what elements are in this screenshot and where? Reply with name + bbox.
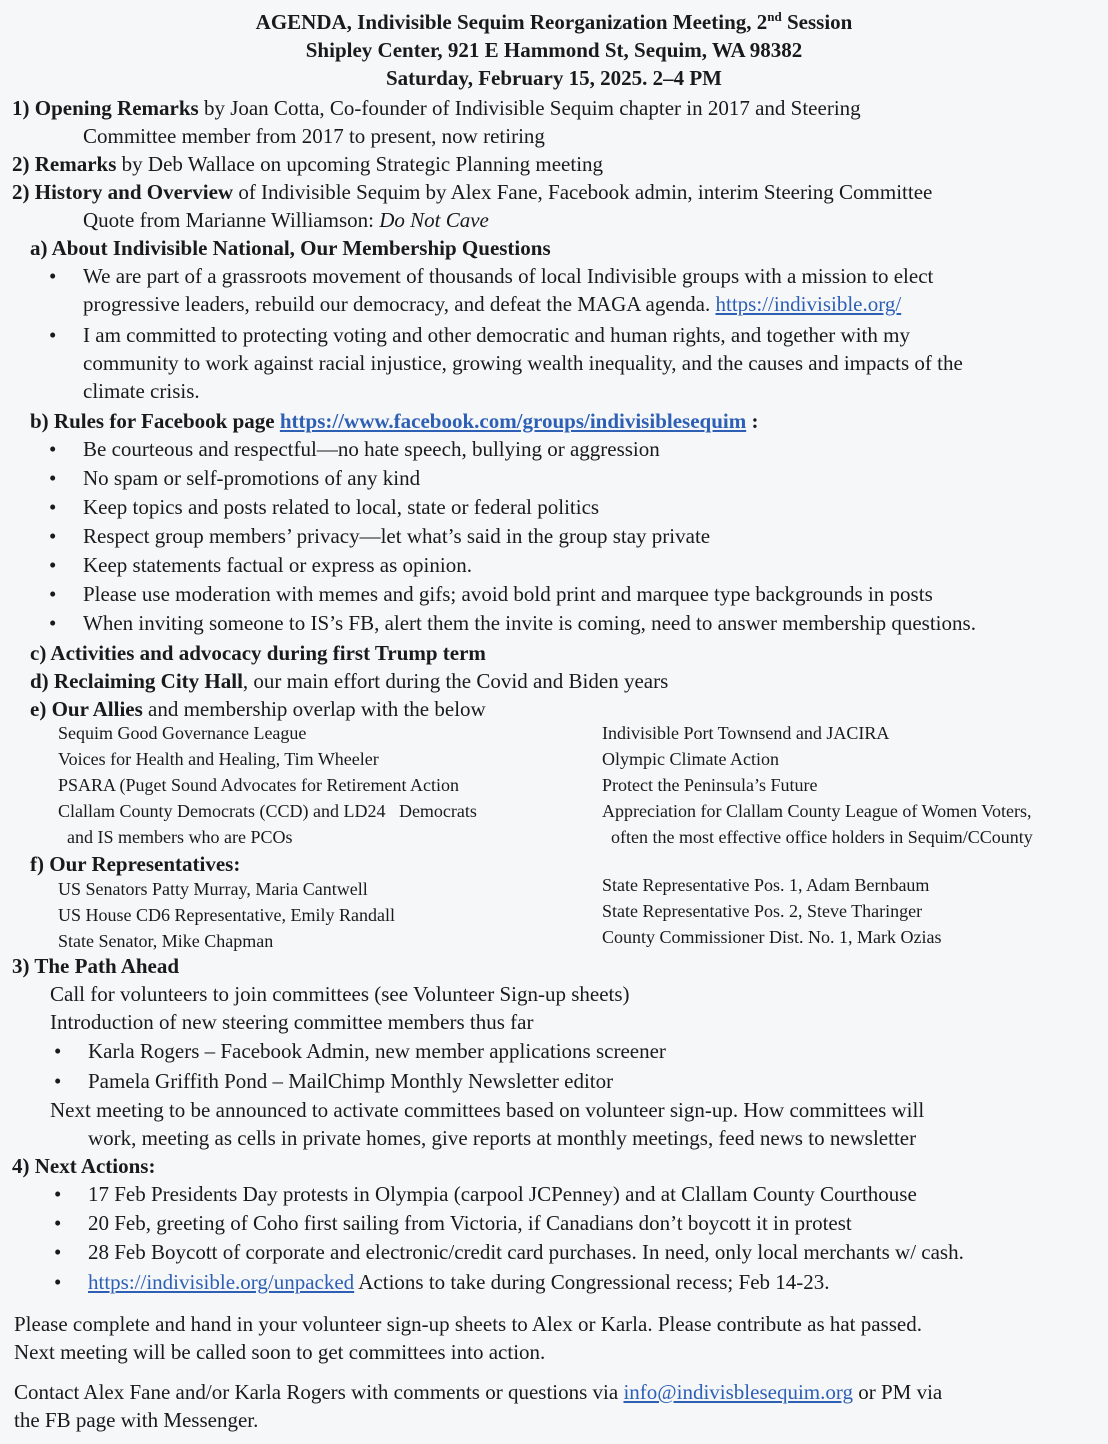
rule-item: • When inviting someone to IS’s FB, alert them the invite is coming, need to answer membership questions. bbox=[83, 609, 1108, 638]
section-a-bullet-1: • We are part of a grassroots movement of thousands of local Indivisible groups with a mission to elect bbox=[83, 262, 1108, 290]
footer-p1-l2: Next meeting will be called soon to get committees into action. bbox=[14, 1340, 546, 1364]
next-action-unpacked: • https://indivisible.org/unpacked Actions to take during Congressional recess; Feb 14-23. bbox=[88, 1268, 1108, 1296]
ally-item: Olympic Climate Action bbox=[602, 749, 779, 769]
rule-item: • Respect group members’ privacy—let what’s said in the group stay private bbox=[83, 522, 1108, 551]
section-3-heading: 3) The Path Ahead bbox=[12, 954, 180, 978]
footer-p2-l1: Contact Alex Fane and/or Karla Rogers with comments or questions via info@indivisblesequim.org or PM via bbox=[14, 1380, 943, 1404]
section-3-line-1: Call for volunteers to join committees (see Volunteer Sign-up sheets) bbox=[50, 982, 630, 1006]
ally-item: Clallam County Democrats (CCD) and LD24 Democrats bbox=[58, 801, 477, 821]
representative-item: State Representative Pos. 1, Adam Bernbaum bbox=[602, 875, 930, 895]
next-actions-list bbox=[0, 1180, 1108, 1267]
section-a-heading: a) About Indivisible National, Our Membership Questions bbox=[30, 236, 551, 260]
representative-item: US House CD6 Representative, Emily Randall bbox=[58, 905, 395, 925]
next-action-item: • 28 Feb Boycott of corporate and electronic/credit card purchases. In need, only local merchants w/ cash. bbox=[88, 1238, 1108, 1267]
section-a-bullet-2-cont: community to work against racial injustice, growing wealth inequality, and the causes and impacts of the bbox=[83, 351, 963, 375]
ally-item: Indivisible Port Townsend and JACIRA bbox=[602, 723, 890, 743]
reps-right-column bbox=[543, 872, 942, 954]
agenda-header bbox=[0, 0, 1108, 92]
item-quote: Quote from Marianne Williamson: Do Not Cave bbox=[83, 208, 489, 232]
footer-p1-l1: Please complete and hand in your volunteer sign-up sheets to Alex or Karla. Please contribute as hat passed. bbox=[14, 1312, 923, 1336]
ally-item: Appreciation for Clallam County League of Women Voters, bbox=[602, 801, 1032, 821]
unpacked-link[interactable]: https://indivisible.org/unpacked bbox=[88, 1270, 355, 1294]
allies-right-column bbox=[543, 720, 1033, 850]
ally-item: and IS members who are PCOs bbox=[58, 827, 293, 847]
indivisible-link[interactable]: https://indivisible.org/ bbox=[715, 292, 902, 316]
member-item: • Karla Rogers – Facebook Admin, new member applications screener bbox=[88, 1036, 1108, 1066]
header-date: Saturday, February 15, 2025. 2–4 PM bbox=[386, 66, 722, 90]
representative-item: US Senators Patty Murray, Maria Cantwell bbox=[58, 879, 368, 899]
facebook-rules-list bbox=[0, 435, 1108, 638]
rule-item: • Be courteous and respectful—no hate speech, bullying or aggression bbox=[83, 435, 1108, 464]
section-c-heading: c) Activities and advocacy during first Trump term bbox=[30, 641, 486, 665]
member-item: • Pamela Griffith Pond – MailChimp Monthly Newsletter editor bbox=[88, 1066, 1108, 1096]
item-remarks: 2) Remarks by Deb Wallace on upcoming Strategic Planning meeting bbox=[12, 152, 604, 176]
representative-item: County Commissioner Dist. No. 1, Mark Ozias bbox=[602, 927, 942, 947]
section-3-line-2: Introduction of new steering committee members thus far bbox=[50, 1010, 534, 1034]
representative-item: State Senator, Mike Chapman bbox=[58, 931, 274, 951]
ally-item: often the most effective office holders in Sequim/CCounty bbox=[602, 827, 1033, 847]
representative-item: State Representative Pos. 2, Steve Tharinger bbox=[602, 901, 923, 921]
section-e-heading: e) Our Allies and membership overlap with the below bbox=[30, 697, 486, 721]
rule-item: • Please use moderation with memes and gifs; avoid bold print and marquee type backgrounds in posts bbox=[83, 580, 1108, 609]
footer bbox=[0, 1310, 1108, 1434]
section-a-bullet-2: • I am committed to protecting voting and other democratic and human rights, and together with my bbox=[83, 321, 1108, 349]
ally-item: Sequim Good Governance League bbox=[58, 723, 307, 743]
next-action-item: • 20 Feb, greeting of Coho first sailing from Victoria, if Canadians don’t boycott it in protest bbox=[88, 1209, 1108, 1238]
reps-left-column bbox=[0, 876, 543, 954]
section-d-heading: d) Reclaiming City Hall, our main effort during the Covid and Biden years bbox=[30, 669, 669, 693]
next-action-item: • 17 Feb Presidents Day protests in Olympia (carpool JCPenney) and at Clallam County Courthouse bbox=[88, 1180, 1108, 1209]
allies-left-column bbox=[0, 720, 543, 850]
facebook-group-link[interactable]: https://www.facebook.com/groups/indivisiblesequim bbox=[279, 409, 747, 433]
allies-columns bbox=[0, 720, 1108, 850]
header-title: AGENDA, Indivisible Sequim Reorganization Meeting, 2nd Session bbox=[255, 9, 853, 34]
ally-item: Voices for Health and Healing, Tim Wheeler bbox=[58, 749, 379, 769]
section-a-bullet-1-cont: progressive leaders, rebuild our democracy, and defeat the MAGA agenda. https://indivisible.org/ bbox=[83, 292, 902, 316]
representatives-columns bbox=[0, 876, 1108, 954]
item-opening-remarks-cont: Committee member from 2017 to present, now retiring bbox=[83, 124, 545, 148]
footer-p2-l2: the FB page with Messenger. bbox=[14, 1408, 259, 1432]
rule-item: • Keep statements factual or express as opinion. bbox=[83, 551, 1108, 580]
contact-email-link[interactable]: info@indivisblesequim.org bbox=[623, 1380, 853, 1404]
new-members-list bbox=[0, 1036, 1108, 1096]
section-3-line-4: work, meeting as cells in private homes, give reports at monthly meetings, feed news to newsletter bbox=[88, 1126, 917, 1150]
agenda-body bbox=[0, 94, 1108, 1434]
section-3-line-3: Next meeting to be announced to activate committees based on volunteer sign-up. How committees will bbox=[50, 1098, 925, 1122]
rule-item: • Keep topics and posts related to local, state or federal politics bbox=[83, 493, 1108, 522]
item-history-overview: 2) History and Overview of Indivisible Sequim by Alex Fane, Facebook admin, interim Steering Committee bbox=[12, 180, 933, 204]
ally-item: PSARA (Puget Sound Advocates for Retirement Action bbox=[58, 775, 459, 795]
rule-item: • No spam or self-promotions of any kind bbox=[83, 464, 1108, 493]
item-opening-remarks: 1) Opening Remarks by Joan Cotta, Co-founder of Indivisible Sequim chapter in 2017 and Steering bbox=[12, 96, 861, 120]
section-b-heading: b) Rules for Facebook page https://www.facebook.com/groups/indivisiblesequim : bbox=[30, 409, 759, 433]
header-location: Shipley Center, 921 E Hammond St, Sequim, WA 98382 bbox=[305, 38, 803, 62]
section-a-bullet-2-cont2: climate crisis. bbox=[83, 379, 200, 403]
section-4-heading: 4) Next Actions: bbox=[12, 1154, 156, 1178]
ally-item: Protect the Peninsula’s Future bbox=[602, 775, 818, 795]
section-f-heading: f) Our Representatives: bbox=[30, 852, 241, 876]
